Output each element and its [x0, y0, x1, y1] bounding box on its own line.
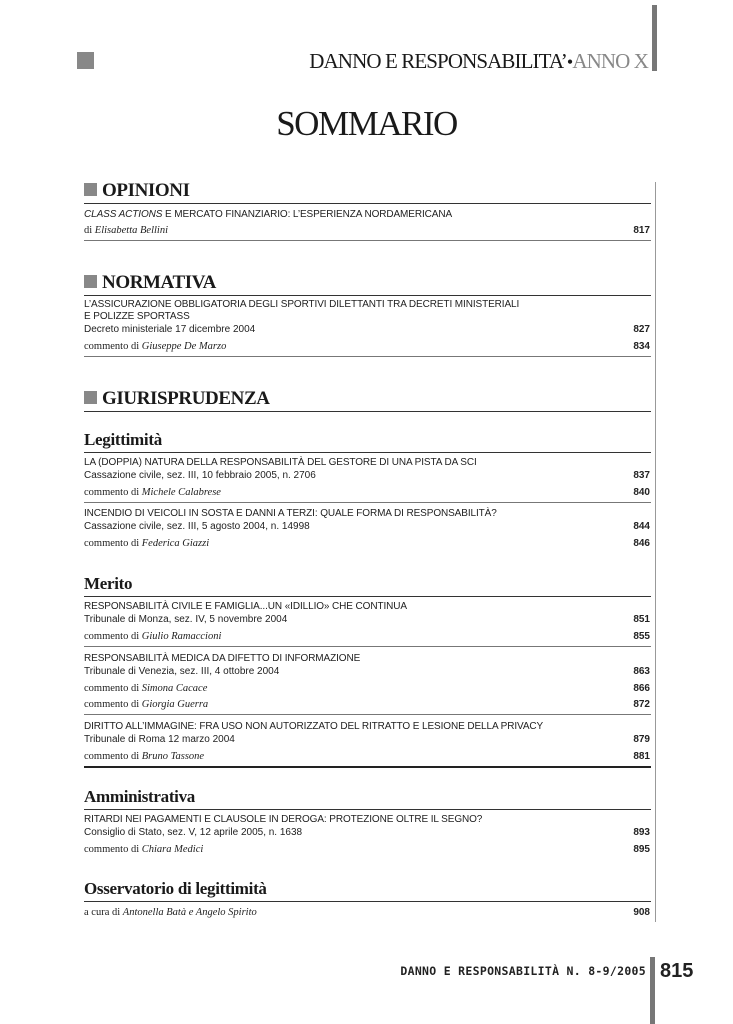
subsection-rule [84, 452, 651, 453]
entry-title: RESPONSABILITÀ CIVILE E FAMIGLIA...UN «IDILLIO» CHE CONTINUA [84, 601, 407, 612]
entry-rule [84, 714, 651, 715]
page-number: 846 [633, 538, 650, 549]
entry-title: CLASS ACTIONS E MERCATO FINANZIARIO: L’ESPERIENZA NORDAMERICANA [84, 209, 453, 220]
page-number: 855 [633, 631, 650, 642]
entry-source: Consiglio di Stato, sez. V, 12 aprile 2005, n. 1638 893 [84, 827, 650, 838]
entry-title: INCENDIO DI VEICOLI IN SOSTA E DANNI A TERZI: QUALE FORMA DI RESPONSABILITÀ? [84, 508, 497, 519]
entry-source: Tribunale di Roma 12 marzo 2004 879 [84, 734, 650, 745]
entry-title: DIRITTO ALL’IMMAGINE: FRA USO NON AUTORIZZATO DEL RITRATTO E LESIONE DELLA PRIVACY [84, 721, 544, 732]
page-number: 851 [633, 614, 650, 625]
entry-rule [84, 502, 651, 503]
subsection-heading-merito: Merito [84, 574, 133, 593]
footer-page-number: 815 [660, 960, 694, 982]
side-vertical-rule [655, 182, 656, 922]
entry-comment: commento di Chiara Medici 895 [84, 844, 650, 855]
entry-source: Cassazione civile, sez. III, 10 febbraio 2005, n. 2706 837 [84, 470, 650, 481]
header-separator: • [566, 52, 573, 72]
entry-title: L’ASSICURAZIONE OBBLIGATORIA DEGLI SPORTIVI DILETTANTI TRA DECRETI MINISTERIALI [84, 299, 520, 310]
header-vertical-bar [652, 5, 657, 71]
page-number: 817 [633, 225, 650, 236]
subsection-rule [84, 809, 651, 810]
section-heading-opinioni: OPINIONI [84, 180, 190, 202]
entry-comment: commento di Michele Calabrese 840 [84, 487, 650, 498]
header-square-ornament [77, 52, 94, 69]
section-rule [84, 203, 651, 204]
entry-curator: a cura di Antonella Batà e Angelo Spirito 908 [84, 907, 650, 918]
footer-journal-issue: DANNO E RESPONSABILITÀ N. 8-9/2005 [400, 964, 646, 978]
entry-rule [84, 240, 651, 241]
page-number: 866 [633, 683, 650, 694]
subsection-rule [84, 901, 651, 902]
footer-vertical-bar [650, 957, 655, 1024]
subsection-heading-amministrativa: Amministrativa [84, 787, 196, 806]
subsection-heading-legittimita: Legittimità [84, 430, 162, 449]
page-number: 840 [633, 487, 650, 498]
entry-title: E POLIZZE SPORTASS [84, 311, 190, 322]
section-rule [84, 411, 651, 412]
page-number: 844 [633, 521, 650, 532]
entry-source: Decreto ministeriale 17 dicembre 2004 827 [84, 324, 650, 335]
square-bullet-icon [84, 183, 97, 196]
section-heading-giurisprudenza: GIURISPRUDENZA [84, 388, 270, 410]
entry-comment: commento di Bruno Tassone 881 [84, 751, 650, 762]
journal-name: DANNO E RESPONSABILITA’ [309, 49, 567, 73]
entry-comment: commento di Giorgia Guerra 872 [84, 699, 650, 710]
page-number: 834 [633, 341, 650, 352]
square-bullet-icon [84, 275, 97, 288]
subsection-heading-osservatorio: Osservatorio di legittimità [84, 879, 267, 898]
page-number: 827 [633, 324, 650, 335]
subsection-rule [84, 596, 651, 597]
page-number: 837 [633, 470, 650, 481]
entry-title: RITARDI NEI PAGAMENTI E CLAUSOLE IN DEROGA: PROTEZIONE OLTRE IL SEGNO? [84, 814, 483, 825]
page-title: SOMMARIO [276, 104, 457, 143]
entry-author: di Elisabetta Bellini 817 [84, 225, 650, 236]
entry-source: Cassazione civile, sez. III, 5 agosto 2004, n. 14998 844 [84, 521, 650, 532]
page-number: 908 [633, 907, 650, 918]
volume-label: ANNO X [572, 49, 648, 73]
page-number: 895 [633, 844, 650, 855]
section-heading-normativa: NORMATIVA [84, 272, 216, 294]
entry-source: Tribunale di Venezia, sez. III, 4 ottobre 2004 863 [84, 666, 650, 677]
page-number: 881 [633, 751, 650, 762]
page-number: 872 [633, 699, 650, 710]
entry-source: Tribunale di Monza, sez. IV, 5 novembre 2004 851 [84, 614, 650, 625]
page-number: 863 [633, 666, 650, 677]
entry-rule [84, 356, 651, 357]
entry-comment: commento di Giuseppe De Marzo 834 [84, 341, 650, 352]
page-number: 893 [633, 827, 650, 838]
square-bullet-icon [84, 391, 97, 404]
section-rule [84, 295, 651, 296]
running-header [260, 49, 648, 74]
entry-title: LA (DOPPIA) NATURA DELLA RESPONSABILITÀ DEL GESTORE DI UNA PISTA DA SCI [84, 457, 477, 468]
entry-comment: commento di Federica Giazzi 846 [84, 538, 650, 549]
entry-rule [84, 646, 651, 647]
page-number: 879 [633, 734, 650, 745]
entry-rule [84, 766, 651, 768]
entry-comment: commento di Simona Cacace 866 [84, 683, 650, 694]
entry-comment: commento di Giulio Ramaccioni 855 [84, 631, 650, 642]
entry-title: RESPONSABILITÀ MEDICA DA DIFETTO DI INFORMAZIONE [84, 653, 361, 664]
